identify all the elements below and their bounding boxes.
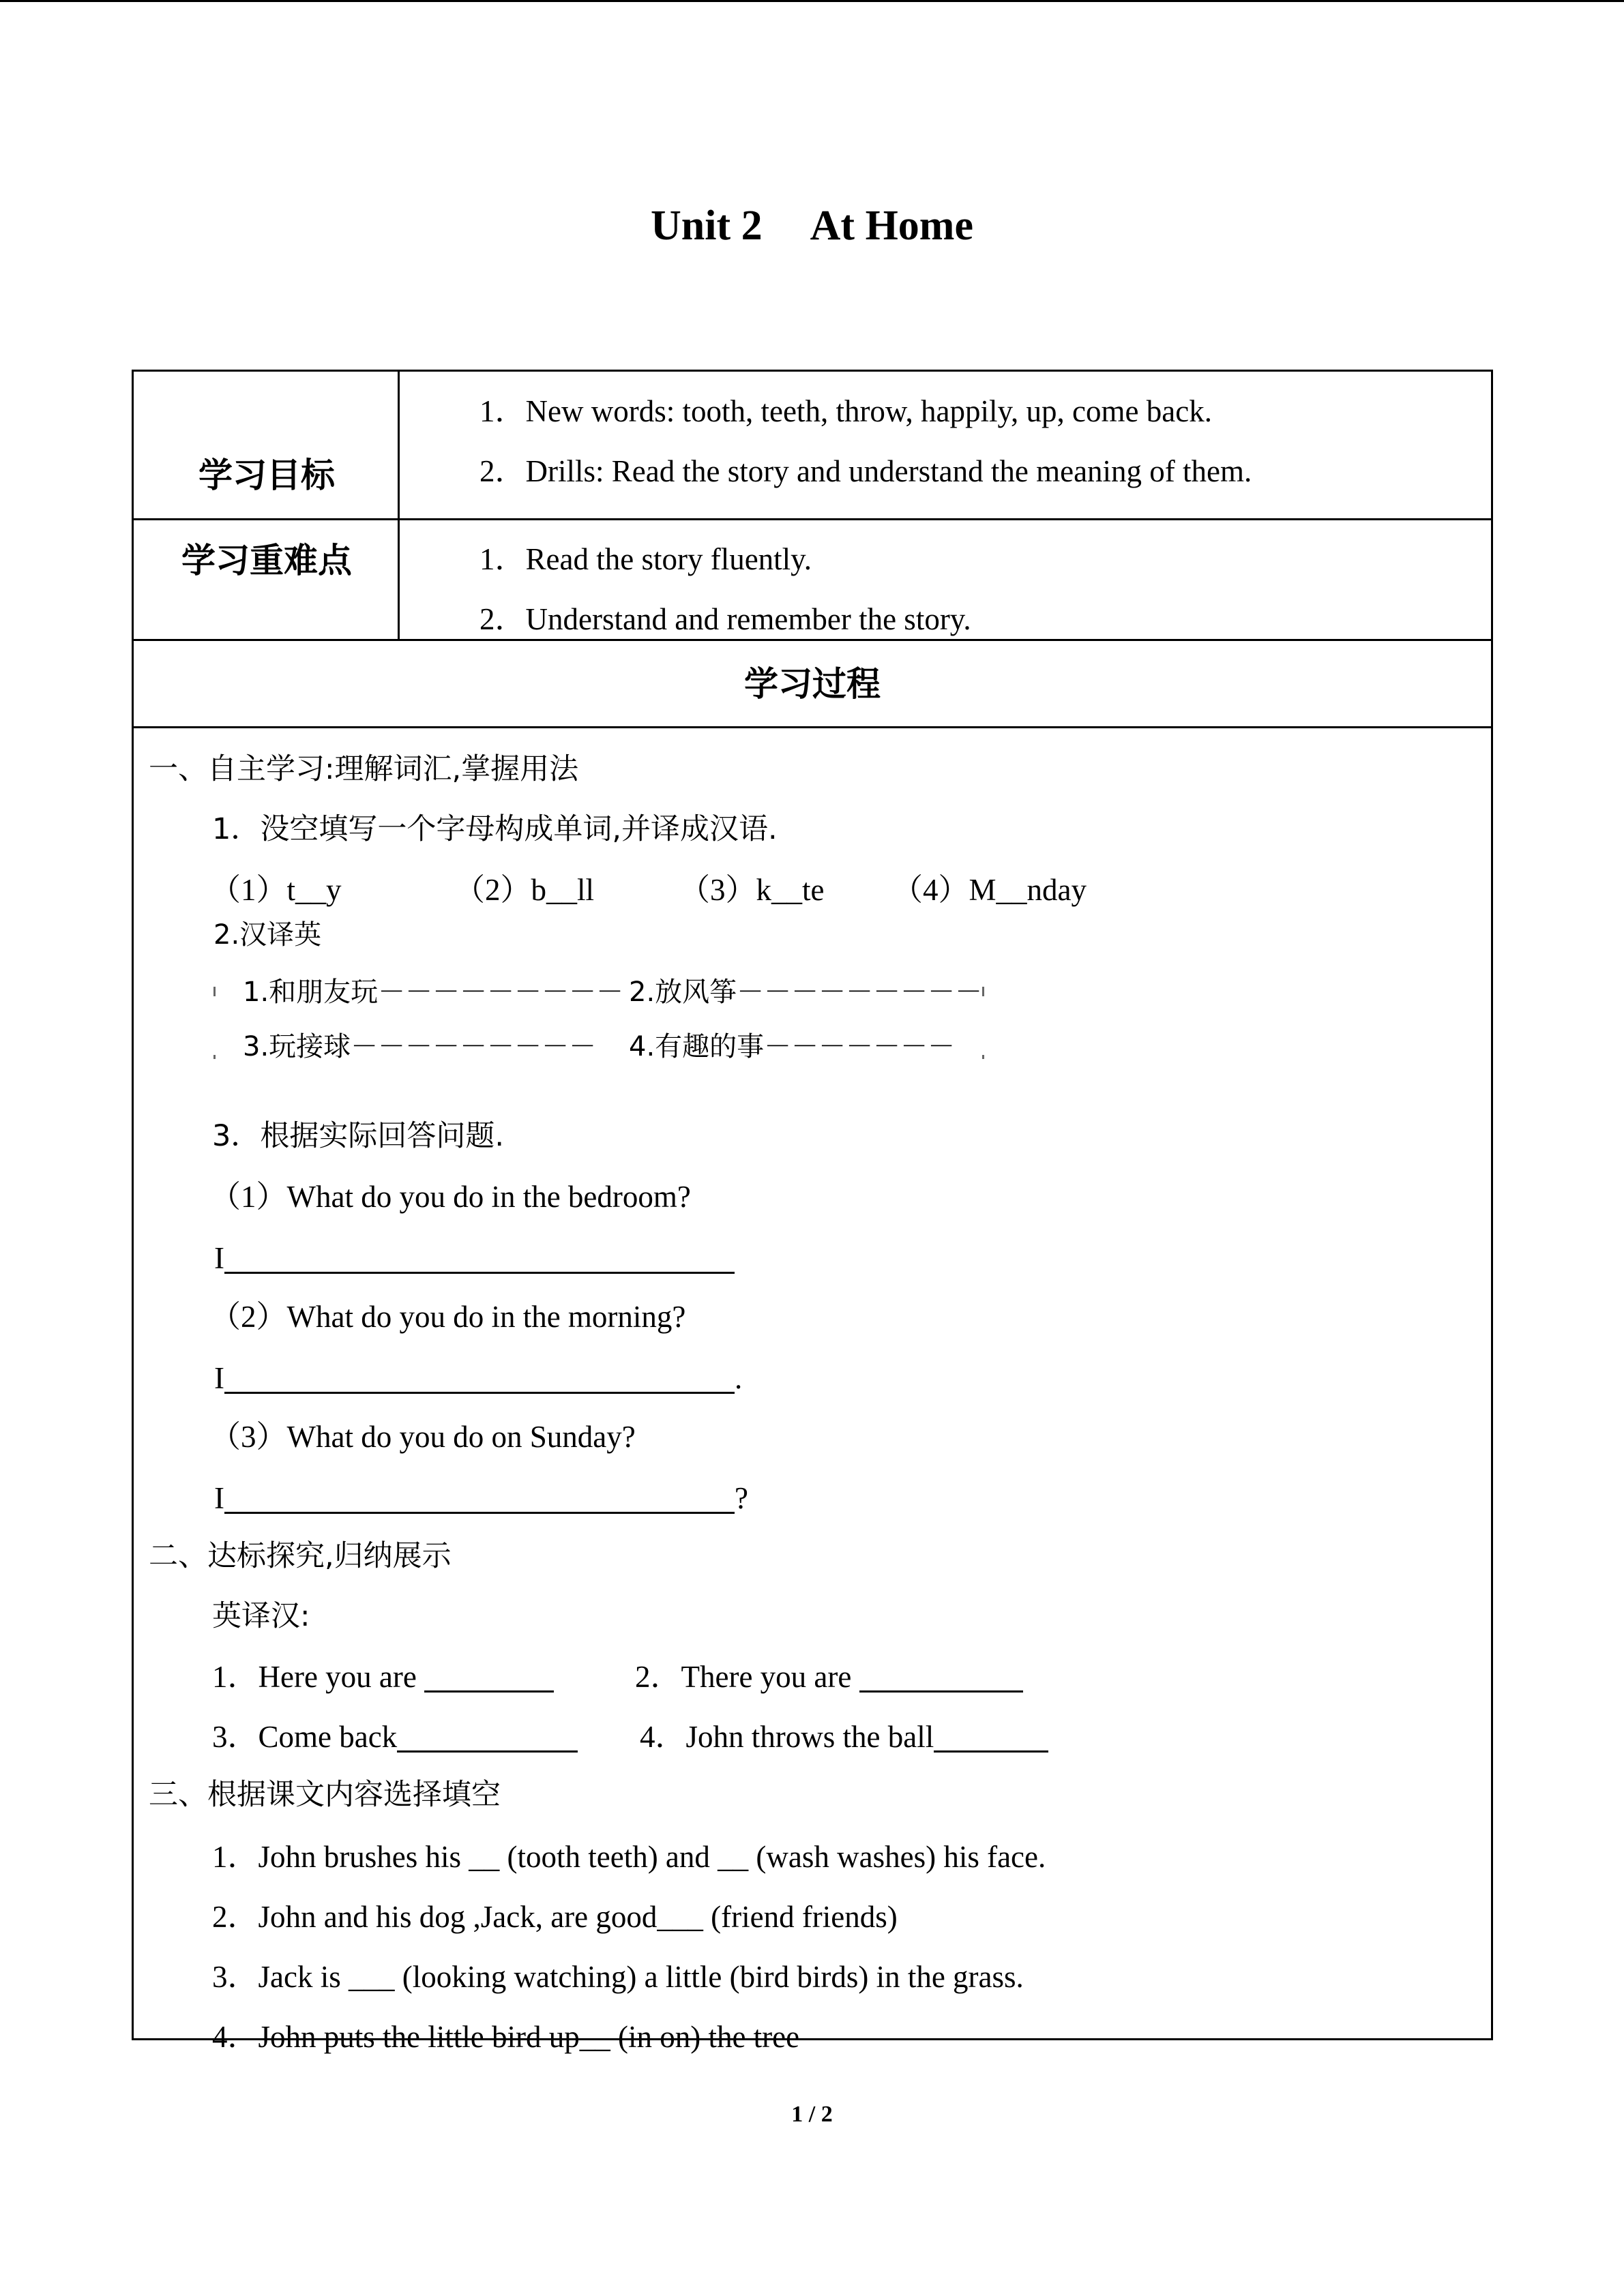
translate-en-item: 4．John throws the ball <box>640 1722 1048 1753</box>
text-box-marker <box>982 987 984 996</box>
answer-line: I <box>214 1243 735 1274</box>
s1-q3-title: 3．根据实际回答问题. <box>212 1119 505 1153</box>
translate-item: 3.玩接球－－－－－－－－－ <box>243 1031 597 1062</box>
text-box-marker <box>213 1055 216 1059</box>
fill-choice-item: 3．Jack is ___ (looking watching) a little (bird birds) in the grass. <box>212 1960 1024 1994</box>
section2-subheading: 英译汉: <box>212 1599 310 1633</box>
section3-heading: 三、根据课文内容选择填空 <box>149 1778 501 1812</box>
s1-q2-title: 2.汉译英 <box>213 919 322 951</box>
translate-item: 2.放风筝－－－－－－－－－ <box>629 976 983 1008</box>
letter-fill-item: （2）b__ll <box>454 873 595 907</box>
text-box-marker <box>982 1055 984 1059</box>
process-heading: 学习过程 <box>744 664 881 704</box>
fill-choice-item: 4．John puts the little bird up__ (in on) the tree <box>212 2020 800 2054</box>
question-text: （2）What do you do in the morning? <box>210 1300 686 1334</box>
letter-fill-item: （4）M__nday <box>892 873 1087 907</box>
objective-item: 1．New words: tooth, teeth, throw, happily, up, come back. <box>479 394 1212 428</box>
objectives-label: 学习目标 <box>198 456 335 495</box>
text-box-marker <box>213 987 216 996</box>
label-column-divider <box>398 372 400 639</box>
lesson-table <box>132 370 1493 2054</box>
keypoints-label: 学习重难点 <box>181 541 352 580</box>
keypoint-item: 2．Understand and remember the story. <box>479 602 971 636</box>
translate-en-item: 3．Come back <box>212 1722 578 1753</box>
s1-q1-title: 1．没空填写一个字母构成单词,并译成汉语. <box>212 812 778 846</box>
answer-line: I . <box>214 1361 743 1395</box>
page-top-rule <box>0 0 1624 2</box>
letter-fill-item: （3）k__te <box>679 873 825 907</box>
row-divider-process <box>134 726 1491 728</box>
fill-choice-item: 1．John brushes his __ (tooth teeth) and __ (wash washes) his face. <box>212 1840 1046 1874</box>
row-divider-objectives <box>134 518 1491 520</box>
translate-en-item: 1．Here you are <box>212 1662 554 1693</box>
objective-item: 2．Drills: Read the story and understand the meaning of them. <box>479 454 1252 488</box>
page-number: 1 / 2 <box>791 2102 833 2127</box>
title-topic: At Home <box>810 203 973 249</box>
question-text: （3）What do you do on Sunday? <box>210 1420 636 1454</box>
section1-heading: 一、自主学习:理解词汇,掌握用法 <box>149 752 579 786</box>
answer-line: I ? <box>214 1481 748 1515</box>
translate-en-item: 2．There you are <box>635 1662 1023 1693</box>
question-text: （1）What do you do in the bedroom? <box>210 1180 691 1214</box>
page-title <box>0 205 1624 247</box>
title-unit: Unit 2 <box>651 203 763 249</box>
translate-item: 4.有趣的事－－－－－－－ <box>629 1031 956 1062</box>
letter-fill-item: （1）t__y <box>210 873 342 907</box>
translate-item: 1.和朋友玩－－－－－－－－－ <box>243 976 624 1008</box>
row-divider-keypoints <box>134 639 1491 641</box>
section2-heading: 二、达标探究,归纳展示 <box>149 1539 452 1573</box>
keypoint-item: 1．Read the story fluently. <box>479 542 812 576</box>
fill-choice-item: 2．John and his dog ,Jack, are good___ (friend friends) <box>212 1900 898 1934</box>
